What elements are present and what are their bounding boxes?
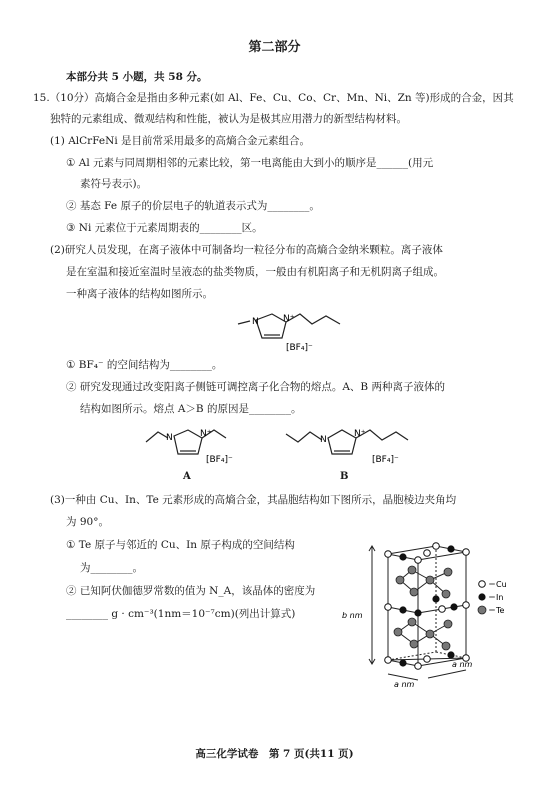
part2-q2-line1: ② 研究发现通过改变阳离子侧链可调控离子化合物的熔点。A、B 两种离子液体的 [66, 381, 445, 393]
part1-q2: ② 基态 Fe 原子的价层电子的轨道表示式为________。 [66, 200, 320, 212]
a-anion-label: [BF₄]⁻ [206, 455, 233, 465]
label-b: B [340, 471, 349, 482]
q15-line-2: 独特的元素组成、微观结构和性能，被认为是极其应用潜力的新型结构材料。 [50, 113, 407, 125]
part3-line-2: 为 90°。 [66, 516, 109, 528]
q15-line-1: 15.（10分）高熵合金是指由多种元素(如 Al、Fe、Cu、Co、Cr、Mn、Ni、Zn 等)形成的合金，因其 [33, 92, 514, 104]
part2-q1: ① BF₄⁻ 的空间结构为________。 [66, 359, 223, 371]
cell-a-side-label: a nm [452, 660, 473, 669]
part3-q2-line1: ② 已知阿伏伽德罗常数的值为 N_A，该晶体的密度为 [66, 585, 316, 597]
structure-a [140, 420, 270, 468]
page-footer: 高三化学试卷 第 7 页(共11 页) [195, 748, 354, 760]
structure-b [282, 420, 422, 468]
part3-q1-line2: 为________。 [80, 562, 143, 574]
section-intro: 本部分共 5 小题，共 58 分。 [66, 71, 208, 83]
legend-in-label: ＝In [488, 593, 504, 602]
crystal-cell-diagram [338, 540, 528, 688]
part2-q2-line2: 结构如图所示。熔点 A＞B 的原因是________。 [80, 403, 302, 415]
n-plus-label: N⁺ [283, 314, 295, 324]
legend-in-icon [478, 593, 485, 600]
a-n-plus-label: N⁺ [200, 429, 212, 439]
legend-cu-icon [479, 581, 486, 588]
anion-label: [BF₄]⁻ [286, 343, 313, 353]
part3-line-1: (3)一种由 Cu、In、Te 元素形成的高熵合金，其晶胞结构如下图所示，晶胞棱边夹角均 [50, 494, 457, 506]
b-n-label: N [320, 435, 327, 445]
a-n-label: N [166, 433, 173, 443]
part2-line-3: 一种离子液体的结构如图所示。 [66, 288, 213, 300]
part1-q3: ③ Ni 元素位于元素周期表的________区。 [66, 222, 263, 234]
legend-te-label: ＝Te [488, 606, 505, 615]
part2-line-2: 是在室温和接近室温时呈液态的盐类物质，一般由有机阳离子和无机阴离子组成。 [66, 266, 444, 278]
part2-line-1: (2)研究人员发现，在离子液体中可制备均一粒径分布的高熵合金纳米颗粒。离子液体 [50, 244, 443, 256]
part1-heading: (1) AlCrFeNi 是目前常采用最多的高熵合金元素组合。 [50, 135, 311, 147]
legend-te-icon [478, 606, 486, 614]
b-anion-label: [BF₄]⁻ [372, 455, 399, 465]
part3-q1-line1: ① Te 原子与邻近的 Cu、In 原子构成的空间结构 [66, 539, 295, 551]
section-title: 第二部分 [248, 40, 301, 55]
b-n-plus-label: N⁺ [354, 429, 366, 439]
cell-b-label: b nm [342, 611, 363, 620]
label-a: A [183, 471, 191, 482]
n-atom-label: N [252, 317, 259, 327]
part1-q1-line2: 素符号表示)。 [80, 178, 148, 190]
part3-q2-line2: ________ g · cm⁻³(1nm＝10⁻⁷cm)(列出计算式) [66, 608, 296, 620]
part1-q1-line1: ① Al 元素与同周期相邻的元素比较，第一电离能由大到小的顺序是______(用元 [66, 157, 434, 169]
ionic-liquid-structure [228, 302, 348, 358]
legend-cu-label: ＝Cu [488, 580, 507, 589]
cell-a-bottom-label: a nm [394, 680, 415, 688]
